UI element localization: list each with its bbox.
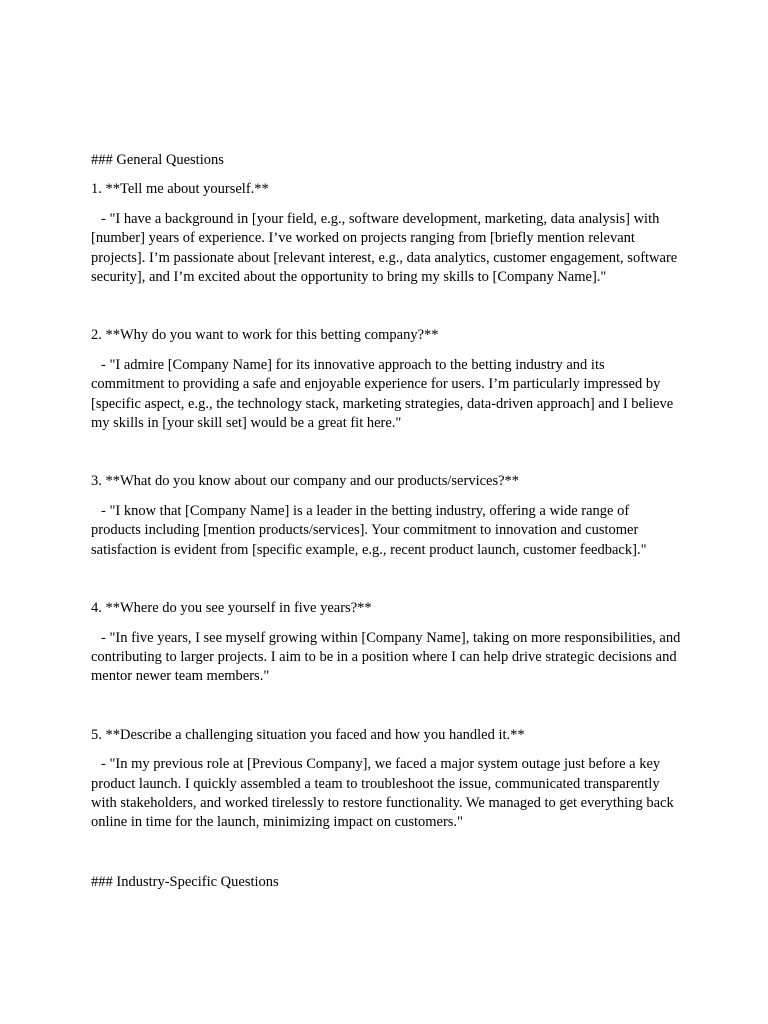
question-4: 4. **Where do you see yourself in five years?** — [91, 600, 372, 617]
answer-5-text: - "In my previous role at [Previous Company], we faced a major system outage just before a key product launch. I quickly assembled a team to troubleshoot the issue, communicated transparently with stakeholders, and worked tirelessly to restore functionality. We managed to get everything back online in time for the launch, minimizing impact on customers." — [91, 756, 674, 831]
qa-item-5 — [91, 726, 681, 833]
qa-item-3 — [91, 472, 681, 560]
question-5: 5. **Describe a challenging situation you faced and how you handled it.** — [91, 726, 525, 743]
answer-4 — [91, 629, 681, 687]
section-heading-industry: ### Industry-Specific Questions — [91, 873, 279, 890]
answer-3-text: - "I know that [Company Name] is a leader in the betting industry, offering a wide range of products including [mention products/services]. Your commitment to innovation and customer satisfaction is evident from [specific example, e.g., recent product launch, customer feedback]." — [91, 502, 647, 558]
answer-2-text: - "I admire [Company Name] for its innovative approach to the betting industry and its commitment to providing a safe and enjoyable experience for users. I’m particularly impressed by [specific aspect, e.g., the technology stack, marketing strategies, data-driven approach] and I believe my skills in [your skill set] would be a great fit here." — [91, 356, 674, 432]
question-3: 3. **What do you know about our company and our products/services?** — [91, 473, 520, 490]
question-2: 2. **Why do you want to work for this betting company?** — [91, 327, 439, 344]
qa-item-4 — [91, 599, 681, 687]
section-heading-general: ### General Questions — [91, 152, 224, 168]
answer-3 — [91, 502, 681, 560]
document-body — [91, 151, 681, 902]
answer-4-text: - "In five years, I see myself growing within [Company Name], taking on more responsibilities, and contributing to larger projects. I aim to be in a position where I can help drive strategic decisions and mentor newer team members." — [91, 629, 681, 685]
qa-item-2 — [91, 326, 681, 433]
qa-item-1 — [91, 180, 681, 287]
answer-1-text: - "I have a background in [your field, e.g., software development, marketing, data analysis] with [number] years of experience. I’ve worked on projects ranging from [briefly mention relevant projects]. I’m passionate about [relevant interest, e.g., data analytics, customer engagement, software security], and I’m excited about the opportunity to bring my skills to [Company Name]." — [91, 210, 678, 286]
answer-1 — [91, 210, 681, 288]
answer-2 — [91, 356, 681, 434]
answer-5 — [91, 755, 681, 833]
question-1: 1. **Tell me about yourself.** — [91, 181, 269, 198]
